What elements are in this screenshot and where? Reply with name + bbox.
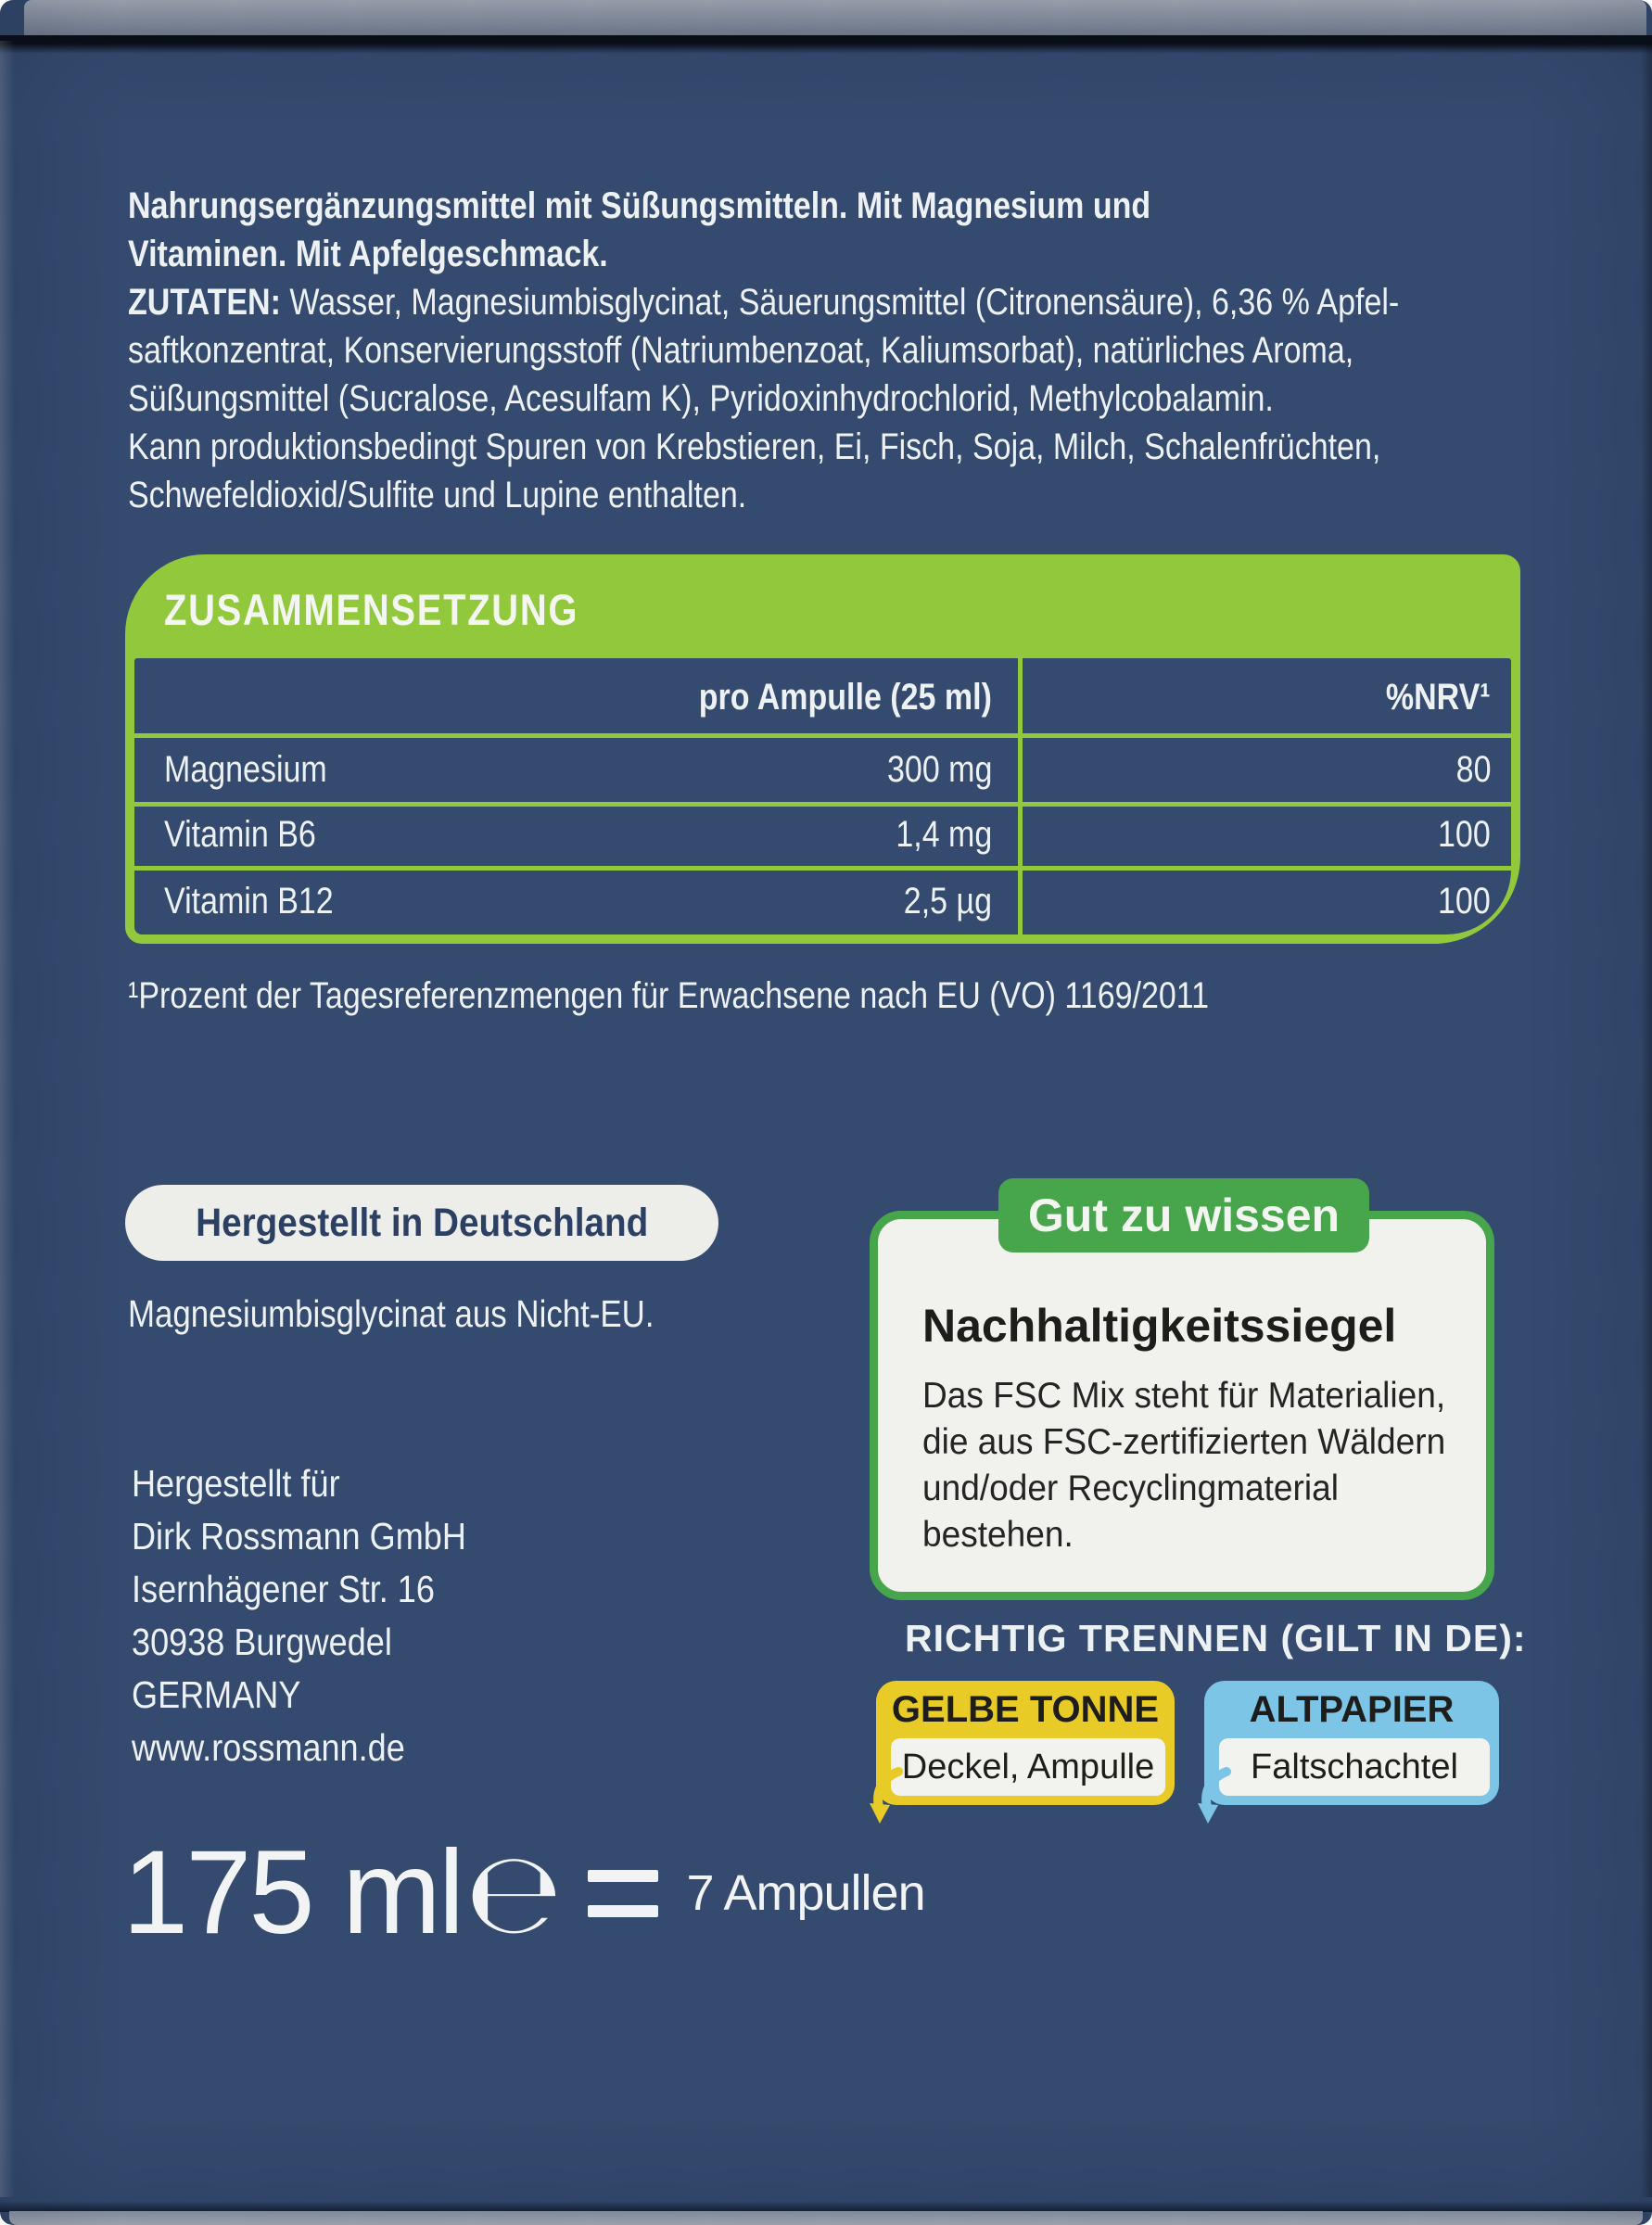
table-row-nrv: 100 <box>1438 881 1491 922</box>
ingredients-line-text: Wasser, Magnesiumbisglycinat, Säuerungsmittel (Citronensäure), 6,36 % Apfel- <box>289 282 1400 323</box>
address-line: 30938 Burgwedel <box>132 1621 392 1663</box>
table-row-amount: 1,4 mg <box>896 814 992 855</box>
table-row-divider <box>134 733 1511 738</box>
table-row-nrv: 80 <box>1455 749 1491 790</box>
allergen-line: Schwefeldioxid/Sulfite und Lupine enthalten. <box>128 475 747 515</box>
address-line: Dirk Rossmann GmbH <box>132 1515 466 1558</box>
table-row-amount: 300 mg <box>886 749 992 790</box>
net-quantity <box>122 1828 925 1958</box>
product-description-line: Nahrungsergänzungsmittel mit Süßungsmitteln. Mit Magnesium und <box>128 185 1151 226</box>
address-line: Hergestellt für <box>132 1462 340 1505</box>
ingredients-line <box>128 278 1399 326</box>
equals-sign <box>588 1870 658 1917</box>
table-row-nutrient: Vitamin B6 <box>164 814 316 855</box>
good-to-know-box <box>870 1211 1494 1600</box>
yellow-bin-content: Deckel, Ampulle <box>891 1738 1165 1796</box>
sustainability-heading: Nachhaltigkeitssiegel <box>922 1300 1397 1352</box>
table-row-amount: 2,5 µg <box>903 881 992 922</box>
table-row-divider <box>134 802 1511 807</box>
down-arrow-icon <box>1195 1766 1236 1827</box>
sustainability-line: die aus FSC-zertifizierten Wäldern <box>922 1422 1446 1462</box>
table-row-nutrient: Magnesium <box>164 749 327 790</box>
product-description-line: Vitaminen. Mit Apfelgeschmack. <box>128 234 608 274</box>
recycling-bin-yellow <box>876 1681 1175 1805</box>
paper-bin-label: ALTPAPIER <box>1249 1688 1455 1730</box>
composition-table <box>125 554 1520 944</box>
table-row-divider <box>134 866 1511 871</box>
made-in-germany-label: Hergestellt in Deutschland <box>195 1200 649 1245</box>
good-to-know-tab <box>998 1178 1369 1252</box>
allergen-line: Kann produktionsbedingt Spuren von Krebstieren, Ei, Fisch, Soja, Milch, Schalenfrüchten, <box>128 426 1381 467</box>
box-lid-shadow <box>0 35 1652 54</box>
ingredients-line: saftkonzentrat, Konservierungsstoff (Natriumbenzoat, Kaliumsorbat), natürliches Aroma, <box>128 330 1354 371</box>
estimated-sign: ℮ <box>465 1827 563 1959</box>
box-base-edge <box>9 2211 1643 2225</box>
origin-note <box>128 1292 747 1336</box>
nrv-footnote <box>128 975 1400 1017</box>
manufacturer-address <box>132 1457 512 1774</box>
box-left-edge <box>0 41 15 2197</box>
good-to-know-tab-label: Gut zu wissen <box>1027 1189 1341 1241</box>
website-url: www.rossmann.de <box>132 1726 405 1769</box>
ingredients-text-block <box>128 182 1623 519</box>
sustainability-line: bestehen. <box>922 1515 1074 1555</box>
ampoule-count: 7 Ampullen <box>686 1865 925 1921</box>
composition-title: ZUSAMMENSETZUNG <box>164 585 579 634</box>
zutaten-label: ZUTATEN: <box>128 282 281 323</box>
address-line: Isernhägener Str. 16 <box>132 1568 435 1610</box>
sustainability-line: Das FSC Mix steht für Materialien, <box>922 1376 1446 1416</box>
nrv-footnote-text: ¹Prozent der Tagesreferenzmengen für Erwachsene nach EU (VO) 1169/2011 <box>128 975 1210 1016</box>
yellow-bin-label: GELBE TONNE <box>891 1688 1160 1730</box>
column-header-nrv: %NRV¹ <box>1386 677 1491 718</box>
box-right-edge <box>1641 41 1652 2197</box>
sustainability-text <box>922 1373 1473 1558</box>
volume-value: 175 ml <box>122 1826 463 1959</box>
table-column-divider <box>1018 658 1023 934</box>
sustainability-line: und/oder Recyclingmaterial <box>922 1468 1339 1508</box>
made-in-germany-badge <box>125 1185 718 1261</box>
ingredients-line: Süßungsmittel (Sucralose, Acesulfam K), Pyridoxinhydrochlorid, Methylcobalamin. <box>128 378 1274 419</box>
down-arrow-icon <box>867 1766 908 1827</box>
table-row-nrv: 100 <box>1438 814 1491 855</box>
column-header-amount: pro Ampulle (25 ml) <box>698 677 992 718</box>
paper-bin-content: Faltschachtel <box>1219 1738 1490 1796</box>
box-lid-edge <box>24 0 1646 37</box>
recycling-bin-paper <box>1204 1681 1499 1805</box>
table-row-nutrient: Vitamin B12 <box>164 881 334 922</box>
composition-table-body <box>134 658 1511 934</box>
recycling-heading: RICHTIG TRENNEN (GILT IN DE): <box>905 1617 1527 1659</box>
origin-note-text: Magnesiumbisglycinat aus Nicht-EU. <box>128 1292 654 1335</box>
address-line: GERMANY <box>132 1673 301 1716</box>
